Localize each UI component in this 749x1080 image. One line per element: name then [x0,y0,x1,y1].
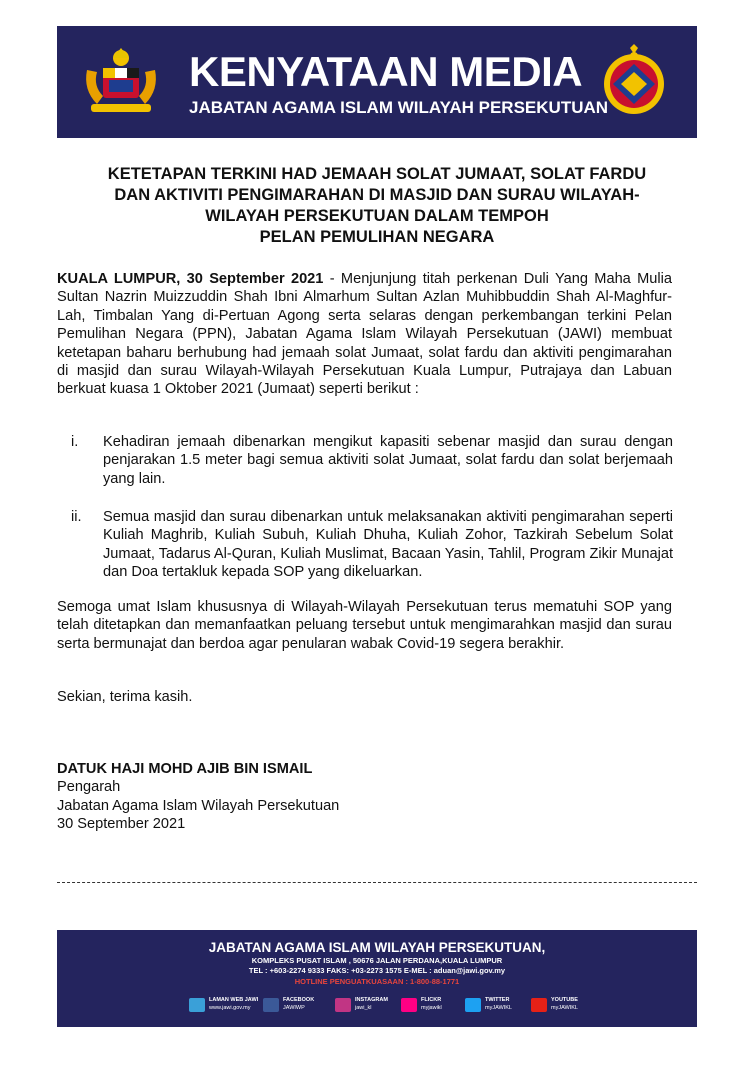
signatory-department: Jabatan Agama Islam Wilayah Persekutuan [57,797,340,814]
thanks-line: Sekian, terima kasih. [57,689,193,705]
document-title [57,164,697,248]
globe-icon [189,998,205,1012]
social-value: jawi_kl [355,1005,372,1011]
instagram-icon [335,998,351,1012]
jawi-logo-icon [601,44,667,118]
social-label: FACEBOOK [283,997,315,1003]
flickr-icon [401,998,417,1012]
social-label: FLICKR [421,997,442,1003]
media-statement-title: KENYATAAN MEDIA [189,48,583,95]
footer-hotline: HOTLINE PENGUATKUASAAN : 1-800-88-1771 [294,977,460,986]
document-title-line: DAN AKTIVITI PENGIMARAHAN DI MASJID DAN SURAU WILAYAH- [114,186,640,204]
closing-paragraph: Semoga umat Islam khususnya di Wilayah-Wilayah Persekutuan terus mematuhi SOP yang telah ditetapkan dan memanfaatkan peluang tersebut untuk mengimarahkan masjid dan surau serta bermunajat dan berdoa agar penularan wabak Covid-19 segera berakhir. [57,599,672,652]
list-item-text: Kehadiran jemaah dibenarkan mengikut kapasiti sebenar masjid dan surau dengan penjarakan 1.5 meter bagi semua aktiviti solat Jumaat, solat fardu dan solat berjemaah yang lain. [103,434,673,487]
dateline: KUALA LUMPUR, 30 September 2021 [57,271,324,287]
document-title-line: WILAYAH PERSEKUTUAN DALAM TEMPOH [205,207,549,225]
social-value: www.jawi.gov.my [209,1005,251,1011]
youtube-icon [531,998,547,1012]
footer-address: KOMPLEKS PUSAT ISLAM , 50676 JALAN PERDANA,KUALA LUMPUR [251,956,503,965]
list-item-text: Semua masjid dan surau dibenarkan untuk melaksanakan aktiviti pengimarahan seperti Kuliah Maghrib, Kuliah Subuh, Kuliah Dhuha, Kuliah Zohor, Tazkirah Sebelum Solat Jumaat, Tadarus Al-Quran, Kuliah Muslimat, Bacaan Yasin, Tahlil, Program Zikir Munajat dan Doa tertakluk kepada SOP yang dikeluarkan. [103,509,673,581]
social-value: myJAWIKL [551,1005,578,1011]
document-title-line: PELAN PEMULIHAN NEGARA [259,228,495,246]
signatory-name: DATUK HAJI MOHD AJIB BIN ISMAIL [57,761,313,777]
divider [57,882,697,883]
footer-banner [57,930,697,1027]
social-label: TWITTER [485,997,510,1003]
list-item-number: ii. [71,509,82,525]
social-label: YOUTUBE [551,997,578,1003]
social-value: myJAWIKL [485,1005,512,1011]
intro-paragraph [57,270,672,399]
intro-body: - Menjunjung titah perkenan Duli Yang Maha Mulia Sultan Nazrin Muizzuddin Shah Ibni Almarhum Sultan Azlan Muhibbuddin Shah Al-Maghfur-Lah, Timbalan Yang di-Pertuan Agong serta selaras dengan perkembangan terkini Pelan Pemulihan Negara (PPN), Jabatan Agama Islam Wilayah Persekutuan (JAWI) membuat ketetapan baharu berhubung had jemaah solat Jumaat, solat fardu dan aktiviti pengimarahan di masjid dan surau Wilayah-Wilayah Persekutuan Kuala Lumpur, Putrajaya dan Labuan berkuat kuasa 1 Oktober 2021 (Jumaat) seperti berikut : [57,271,672,398]
signature-block [57,760,339,834]
document-title-line: KETETAPAN TERKINI HAD JEMAAH SOLAT JUMAAT, SOLAT FARDU [107,165,647,183]
signature-date: 30 September 2021 [57,816,186,833]
list-item-number: i. [71,434,79,450]
social-value: JAWIWP [283,1005,305,1011]
twitter-icon [465,998,481,1012]
social-label: LAMAN WEB JAWI [209,997,259,1003]
header-banner [57,26,697,138]
national-coat-of-arms-icon [79,46,163,118]
footer-contact: TEL : +603-2274 9333 FAKS: +03-2273 1575 E-MEL : aduan@jawi.gov.my [248,966,506,975]
signatory-position: Pengarah [57,779,121,796]
facebook-icon [263,998,279,1012]
department-subtitle: JABATAN AGAMA ISLAM WILAYAH PERSEKUTUAN [189,98,609,117]
social-links [189,996,609,1018]
social-label: INSTAGRAM [355,997,388,1003]
footer-org: JABATAN AGAMA ISLAM WILAYAH PERSEKUTUAN, [208,940,546,955]
social-value: myjawikl [421,1005,442,1011]
